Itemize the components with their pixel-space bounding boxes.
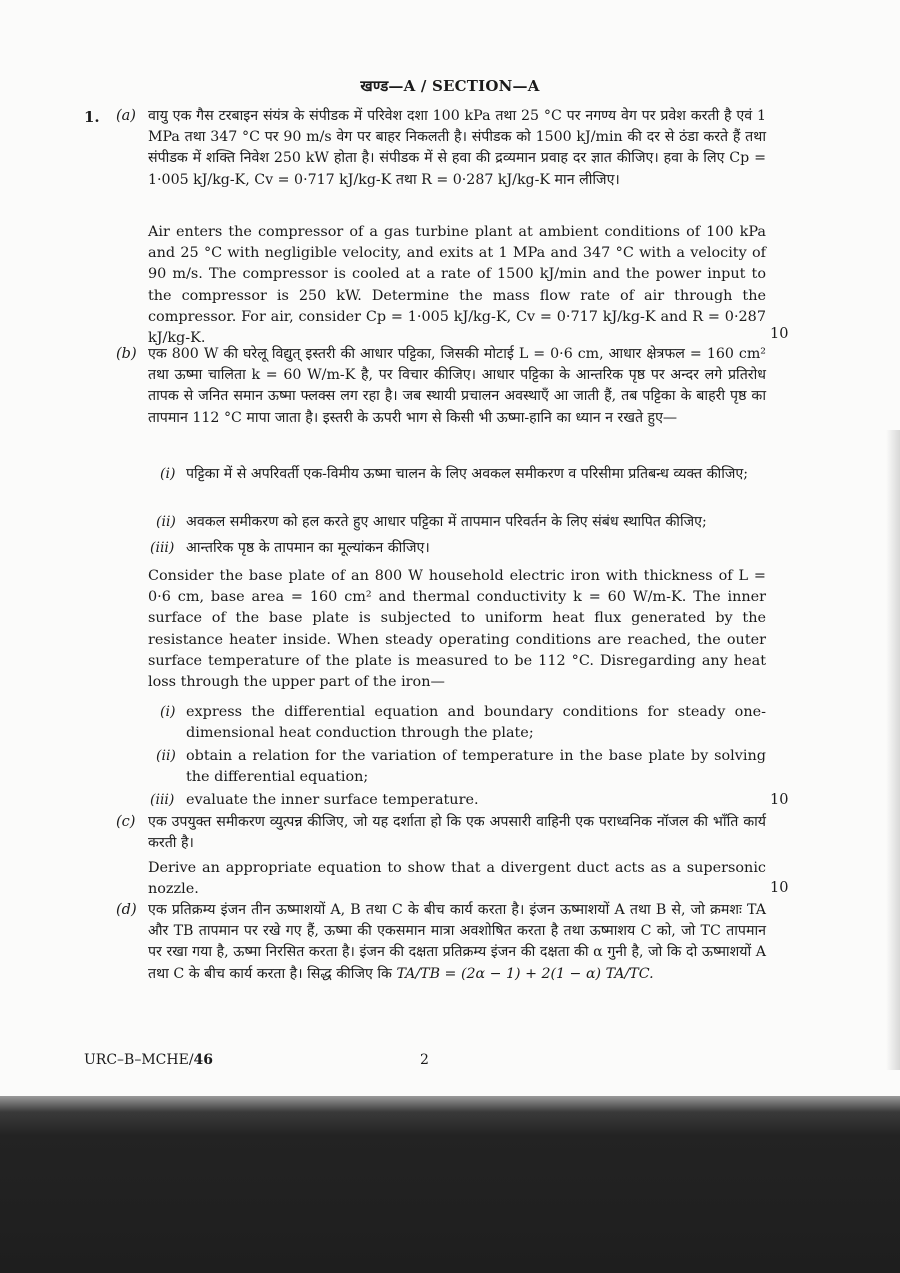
part-c-label: (c) bbox=[116, 814, 136, 830]
part-b-english-sub-3: evaluate the inner surface temperature. bbox=[186, 792, 479, 808]
part-d-label: (d) bbox=[116, 902, 137, 918]
part-b-marks: 10 bbox=[770, 792, 789, 808]
part-b-hindi-sub-1-label: (i) bbox=[160, 466, 176, 482]
part-b-english: Consider the base plate of an 800 W household electric iron with thickness of L = 0·6 cm, base area = 160 cm² and thermal conductivity k = 60 W/m-K. The inner surface of the base plate is subjected to uniform heat flux generated by the resistance heater inside. When steady operating conditions are reached, the outer surface temperature of the plate is measured to be 112 °C. Disregarding any heat loss through the upper part of the iron— bbox=[148, 568, 766, 691]
part-b-hindi-sub-3-label: (iii) bbox=[150, 540, 175, 556]
part-b-english-sub-2-label: (ii) bbox=[156, 748, 176, 764]
scan-edge-shadow bbox=[886, 430, 900, 1070]
part-b-label: (b) bbox=[116, 346, 137, 362]
part-d-hindi-text: एक प्रतिक्रम्य इंजन तीन ऊष्माशयों A, B तथा C के बीच कार्य करता है। इंजन ऊष्माशयों A तथा B से, जो क्रमशः TA और TB तापमान पर रखे गए हैं, ऊष्मा की एकसमान मात्रा अवशोषित करता है तथा ऊष्माशय C को, जो TC तापमान पर रखा गया है, ऊष्मा निरसित करता है। इंजन की दक्षता प्रतिक्रम्य इंजन की दक्षता की α गुनी है, जो कि दो ऊष्माशयों A तथा C के बीच कार्य करता है। सिद्ध कीजिए कि bbox=[148, 902, 766, 982]
part-b-hindi-sub-3: आन्तरिक पृष्ठ के तापमान का मूल्यांकन कीजिए। bbox=[186, 540, 430, 556]
part-d-formula: TA/TB = (2α − 1) + 2(1 − α) TA/TC. bbox=[396, 965, 654, 982]
part-a-english: Air enters the compressor of a gas turbine plant at ambient conditions of 100 kPa and 25 °C with negligible velocity, and exits at 1 MPa and 347 °C with a velocity of 90 m/s. The compressor is cooled at a rate of 1500 kJ/min and the power input to the compressor is 250 kW. Determine the mass flow rate of air through the compressor. For air, consider Cp = 1·005 kJ/kg-K, Cv = 0·717 kJ/kg-K and R = 0·287 kJ/kg-K. bbox=[148, 224, 766, 347]
part-d-hindi bbox=[148, 900, 766, 985]
part-c-marks: 10 bbox=[770, 880, 789, 896]
part-b-hindi-sub-2: अवकल समीकरण को हल करते हुए आधार पट्टिका में तापमान परिवर्तन के लिए संबंध स्थापित कीजिए; bbox=[186, 514, 707, 530]
part-a-label: (a) bbox=[116, 108, 136, 124]
question-number: 1. bbox=[84, 108, 100, 126]
section-heading: खण्ड—A / SECTION—A bbox=[360, 77, 540, 95]
part-c-hindi: एक उपयुक्त समीकरण व्युत्पन्न कीजिए, जो यह दर्शाता हो कि एक अपसारी वाहिनी एक पराध्वनिक नॉजल की भाँति कार्य करती है। bbox=[148, 814, 766, 852]
part-a-marks: 10 bbox=[770, 326, 789, 342]
paper-code-text: URC–B–MCHE/ bbox=[84, 1052, 194, 1068]
paper-code bbox=[84, 1052, 213, 1068]
part-b-english-sub-1: express the differential equation and boundary conditions for steady one-dimensional heat conduction through the plate; bbox=[186, 704, 766, 742]
part-a-hindi: वायु एक गैस टरबाइन संयंत्र के संपीडक में परिवेश दशा 100 kPa तथा 25 °C पर नगण्य वेग पर प्रवेश करती है एवं 1 MPa तथा 347 °C पर 90 m/s वेग पर बाहर निकलती है। संपीडक को 1500 kJ/min की दर से ठंडा करते हैं तथा संपीडक में शक्ति निवेश 250 kW होता है। संपीडक में से हवा की द्रव्यमान प्रवाह दर ज्ञात कीजिए। हवा के लिए Cp = 1·005 kJ/kg-K, Cv = 0·717 kJ/kg-K तथा R = 0·287 kJ/kg-K मान लीजिए। bbox=[148, 108, 766, 188]
page-number: 2 bbox=[420, 1052, 429, 1068]
part-c-english: Derive an appropriate equation to show that a divergent duct acts as a supersonic nozzle. bbox=[148, 860, 766, 898]
part-b-hindi: एक 800 W की घरेलू विद्युत् इस्तरी की आधार पट्टिका, जिसकी मोटाई L = 0·6 cm, आधार क्षेत्रफल = 160 cm² तथा ऊष्मा चालिता k = 60 W/m-K है, पर विचार कीजिए। आधार पट्टिका के आन्तरिक पृष्ठ पर अन्दर लगे प्रतिरोध तापक से जनित समान ऊष्मा फ्लक्स लग रहा है। जब स्थायी प्रचालन अवस्थाएँ आ जाती हैं, तब पट्टिका के बाहरी पृष्ठ का तापमान 112 °C मापा जाता है। इस्तरी के ऊपरी भाग से किसी भी ऊष्मा-हानि का ध्यान न रखते हुए— bbox=[148, 346, 766, 426]
scan-background bbox=[0, 1096, 900, 1273]
part-b-hindi-sub-1: पट्टिका में से अपरिवर्ती एक-विमीय ऊष्मा चालन के लिए अवकल समीकरण व परिसीमा प्रतिबन्ध व्यक्त कीजिए; bbox=[186, 466, 749, 482]
part-b-english-sub-3-label: (iii) bbox=[150, 792, 175, 808]
part-b-english-sub-2: obtain a relation for the variation of temperature in the base plate by solving the differential equation; bbox=[186, 748, 766, 786]
part-b-english-sub-1-label: (i) bbox=[160, 704, 176, 720]
part-b-hindi-sub-2-label: (ii) bbox=[156, 514, 176, 530]
paper-code-number: 46 bbox=[193, 1052, 214, 1068]
